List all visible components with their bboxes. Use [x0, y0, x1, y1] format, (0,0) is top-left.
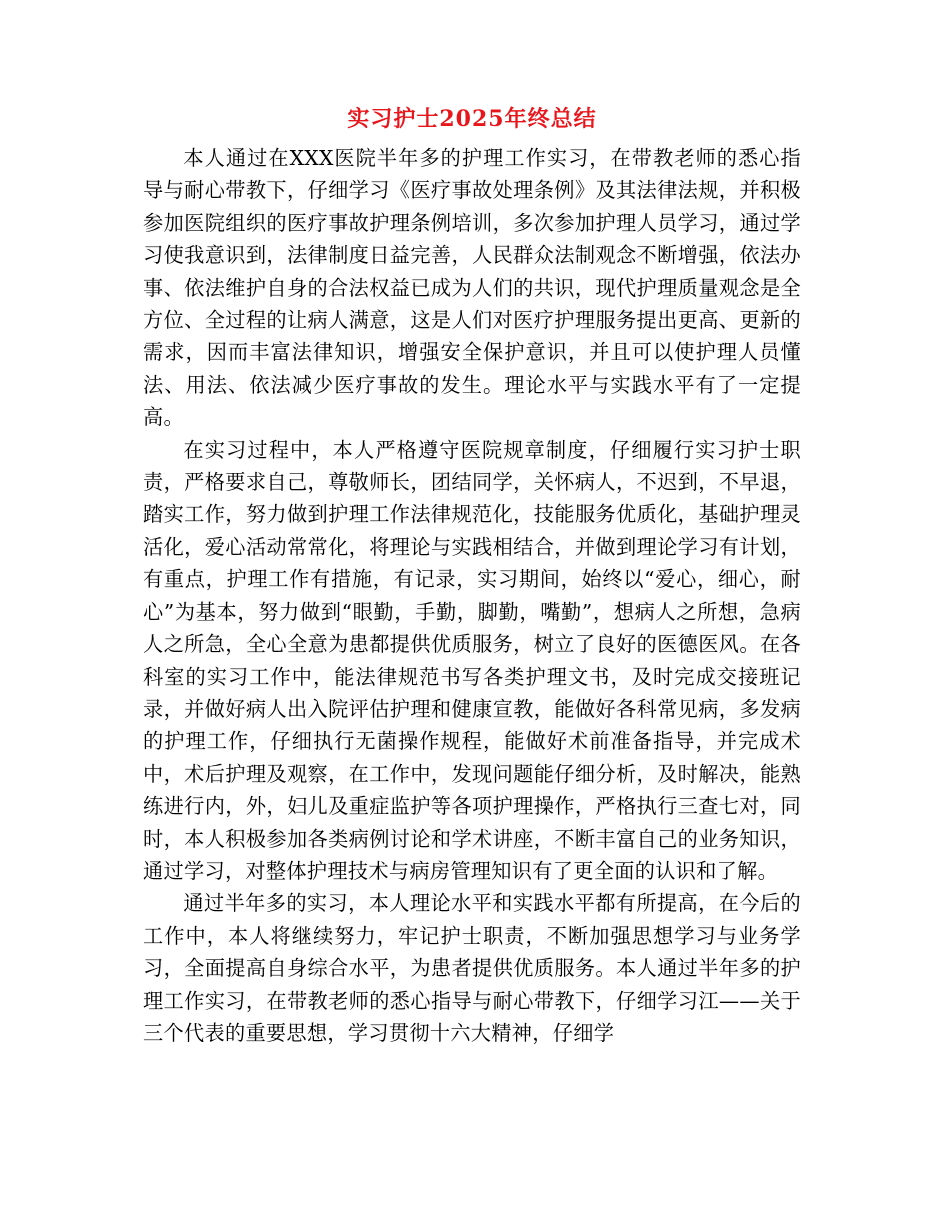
- paragraph-1: 本人通过在XXX医院半年多的护理工作实习，在带教老师的悉心指导与耐心带教下，仔细学习《医疗事故处理条例》及其法律法规，并积极参加医院组织的医疗事故护理条例培训，多次参加护理人员学习，通过学习使我意识到，法律制度日益完善，人民群众法制观念不断增强，依法办事、依法维护自身的合法权益已成为人们的共识，现代护理质量观念是全方位、全过程的让病人满意，这是人们对医疗护理服务提出更高、更新的需求，因而丰富法律知识，增强安全保护意识，并且可以使护理人员懂法、用法、依法减少医疗事故的发生。理论水平与实践水平有了一定提高。: [143, 146, 801, 430]
- document-page: [143, 104, 801, 1049]
- document-title: 实习护士2025年终总结: [347, 106, 597, 132]
- paragraph-3: 通过半年多的实习，本人理论水平和实践水平都有所提高，在今后的工作中，本人将继续努力，牢记护士职责，不断加强思想学习与业务学习，全面提高自身综合水平，为患者提供优质服务。本人通过半年多的护理工作实习，在带教老师的悉心指导与耐心带教下，仔细学习江——关于三个代表的重要思想，学习贯彻十六大精神，仔细学: [143, 891, 801, 1045]
- paragraph-2: 在实习过程中，本人严格遵守医院规章制度，仔细履行实习护士职责，严格要求自己，尊敬师长，团结同学，关怀病人，不迟到，不早退，踏实工作，努力做到护理工作法律规范化，技能服务优质化，基础护理灵活化，爱心活动常常化，将理论与实践相结合，并做到理论学习有计划，有重点，护理工作有措施，有记录，实习期间，始终以“爱心，细心，耐心”为基本，努力做到“眼勤，手勤，脚勤，嘴勤”，想病人之所想，急病人之所急，全心全意为患都提供优质服务，树立了良好的医德医风。在各科室的实习工作中，能法律规范书写各类护理文书，及时完成交接班记录，并做好病人出入院评估护理和健康宣教，能做好各科常见病，多发病的护理工作，仔细执行无菌操作规程，能做好术前准备指导，并完成术中，术后护理及观察，在工作中，发现问题能仔细分析，及时解决，能熟练进行内，外，妇儿及重症监护等各项护理操作，严格执行三查七对，同时，本人积极参加各类病例讨论和学术讲座，不断丰富自己的业务知识，通过学习，对整体护理技术与病房管理知识有了更全面的认识和了解。: [143, 437, 801, 883]
